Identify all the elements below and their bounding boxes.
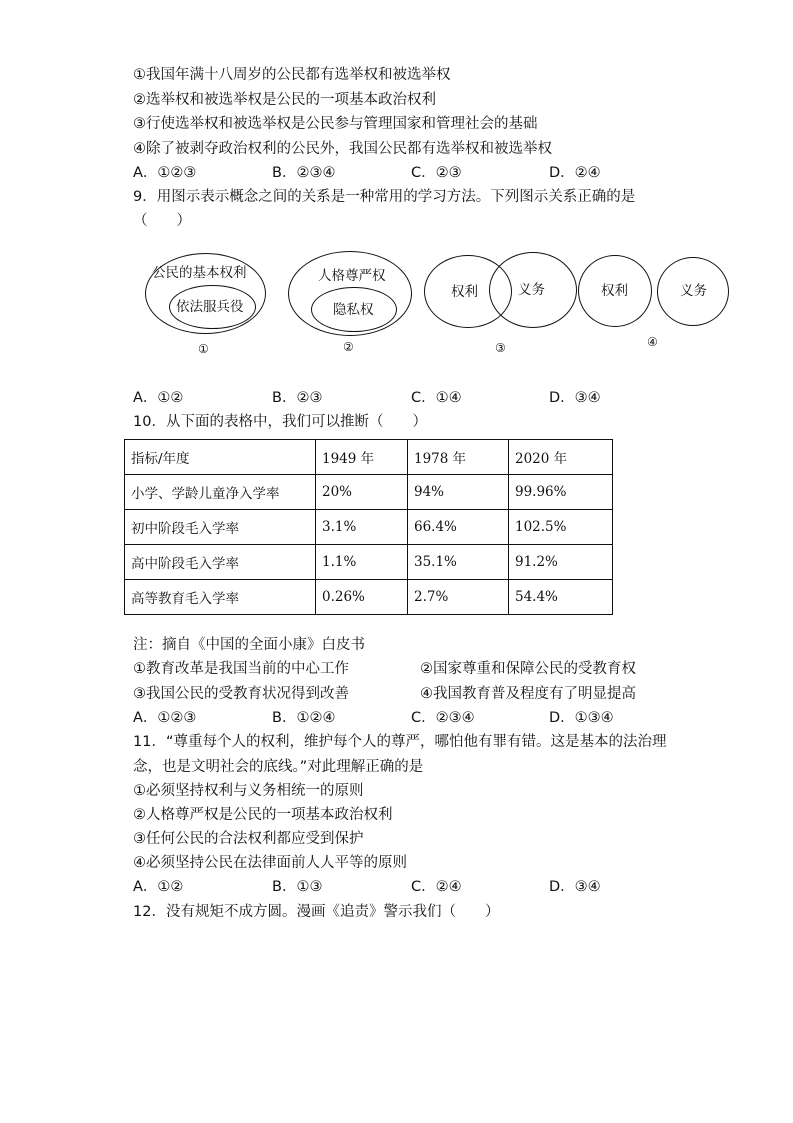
diagram-4-left-label: 权利 (601, 283, 628, 299)
q10-option-d[interactable]: D．①③④ (549, 710, 614, 726)
q11-statement-1: ①必须坚持权利与义务相统一的原则 (133, 783, 364, 799)
q11-statement-3: ③任何公民的合法权利都应受到保护 (133, 831, 364, 847)
q8-option-a[interactable]: A．①②③ (133, 165, 197, 181)
diagram-3-left-label: 权利 (451, 284, 478, 300)
table-cell: 3.1% (316, 510, 408, 545)
table-cell: 初中阶段毛入学率 (125, 510, 316, 545)
q11-option-a[interactable]: A．①② (133, 879, 184, 895)
table-header-cell: 指标/年度 (125, 440, 316, 475)
q10-note: 注：摘自《中国的全面小康》白皮书 (133, 637, 365, 653)
q11-statement-4: ④必须坚持公民在法律面前人人平等的原则 (133, 855, 407, 871)
table-cell: 20% (316, 475, 408, 510)
table-cell: 2.7% (408, 580, 509, 615)
q10-option-b[interactable]: B．①②④ (272, 710, 336, 726)
q10-stem: 10．从下面的表格中，我们可以推断（ ） (133, 414, 427, 430)
q10-statement-3: ③我国公民的受教育状况得到改善 (133, 686, 349, 702)
table-header-row (125, 440, 613, 475)
q9-stem: 9．用图示表示概念之间的关系是一种常用的学习方法。下列图示关系正确的是 (133, 189, 636, 205)
q8-statement-4: ④除了被剥夺政治权利的公民外，我国公民都有选举权和被选举权 (133, 141, 552, 157)
q11-statement-2: ②人格尊严权是公民的一项基本政治权利 (133, 807, 393, 823)
table-cell: 1.1% (316, 545, 408, 580)
q11-option-d[interactable]: D．③④ (549, 879, 601, 895)
table-header-cell: 1978 年 (408, 440, 509, 475)
q10-statement-2: ②国家尊重和保障公民的受教育权 (420, 661, 636, 677)
q9-option-c[interactable]: C．①④ (411, 390, 462, 406)
diagram-2-number: ② (343, 340, 354, 354)
table-cell: 66.4% (408, 510, 509, 545)
table-cell: 94% (408, 475, 509, 510)
q8-option-c[interactable]: C．②③ (411, 165, 462, 181)
diagram-1-outer-label: 公民的基本权利 (152, 265, 247, 281)
q12-stem: 12．没有规矩不成方圆。漫画《追责》警示我们（ ） (133, 904, 500, 920)
diagram-3-right-label: 义务 (518, 282, 545, 298)
q9-option-b[interactable]: B．②③ (272, 390, 323, 406)
q10-option-a[interactable]: A．①②③ (133, 710, 197, 726)
table-row (125, 545, 613, 580)
q9-answer-paren: （ ） (133, 213, 191, 229)
diagram-4-right-label: 义务 (680, 283, 707, 299)
q9-option-a[interactable]: A．①② (133, 390, 184, 406)
q10-statement-1: ①教育改革是我国当前的中心工作 (133, 661, 349, 677)
q8-statement-2: ②选举权和被选举权是公民的一项基本政治权利 (133, 92, 436, 108)
q8-statement-3: ③行使选举权和被选举权是公民参与管理国家和管理社会的基础 (133, 116, 538, 132)
q8-statement-1: ①我国年满十八周岁的公民都有选举权和被选举权 (133, 67, 451, 83)
q11-option-b[interactable]: B．①③ (272, 879, 323, 895)
q8-option-b[interactable]: B．②③④ (272, 165, 336, 181)
table-cell: 99.96% (509, 475, 613, 510)
diagram-2-outer-label: 人格尊严权 (318, 268, 386, 284)
table-cell: 54.4% (509, 580, 613, 615)
table-header-cell: 2020 年 (509, 440, 613, 475)
q11-stem-line-1: 11．“尊重每个人的权利，维护每个人的尊严，哪怕他有罪有错。这是基本的法治理 (133, 734, 667, 750)
table-cell: 35.1% (408, 545, 509, 580)
diagram-3-number: ③ (495, 341, 506, 355)
table-cell: 0.26% (316, 580, 408, 615)
q11-stem-line-2: 念，也是文明社会的底线。”对此理解正确的是 (133, 759, 424, 775)
q10-statement-4: ④我国教育普及程度有了明显提高 (420, 686, 636, 702)
table-row (125, 510, 613, 545)
diagram-4-number: ④ (647, 335, 658, 349)
table-row (125, 475, 613, 510)
table-cell: 91.2% (509, 545, 613, 580)
table-cell: 高中阶段毛入学率 (125, 545, 316, 580)
diagram-1-number: ① (198, 342, 209, 356)
table-cell: 102.5% (509, 510, 613, 545)
q9-option-d[interactable]: D．③④ (549, 390, 601, 406)
q8-option-d[interactable]: D．②④ (549, 165, 601, 181)
q10-option-c[interactable]: C．②③④ (411, 710, 475, 726)
table-cell: 小学、学龄儿童净入学率 (125, 475, 316, 510)
table-header-cell: 1949 年 (316, 440, 408, 475)
table-row (125, 580, 613, 615)
table-cell: 高等教育毛入学率 (125, 580, 316, 615)
diagram-1-inner-label: 依法服兵役 (176, 299, 244, 315)
q11-option-c[interactable]: C．②④ (411, 879, 462, 895)
education-data-table (124, 439, 613, 615)
diagram-2-inner-label: 隐私权 (333, 302, 374, 318)
